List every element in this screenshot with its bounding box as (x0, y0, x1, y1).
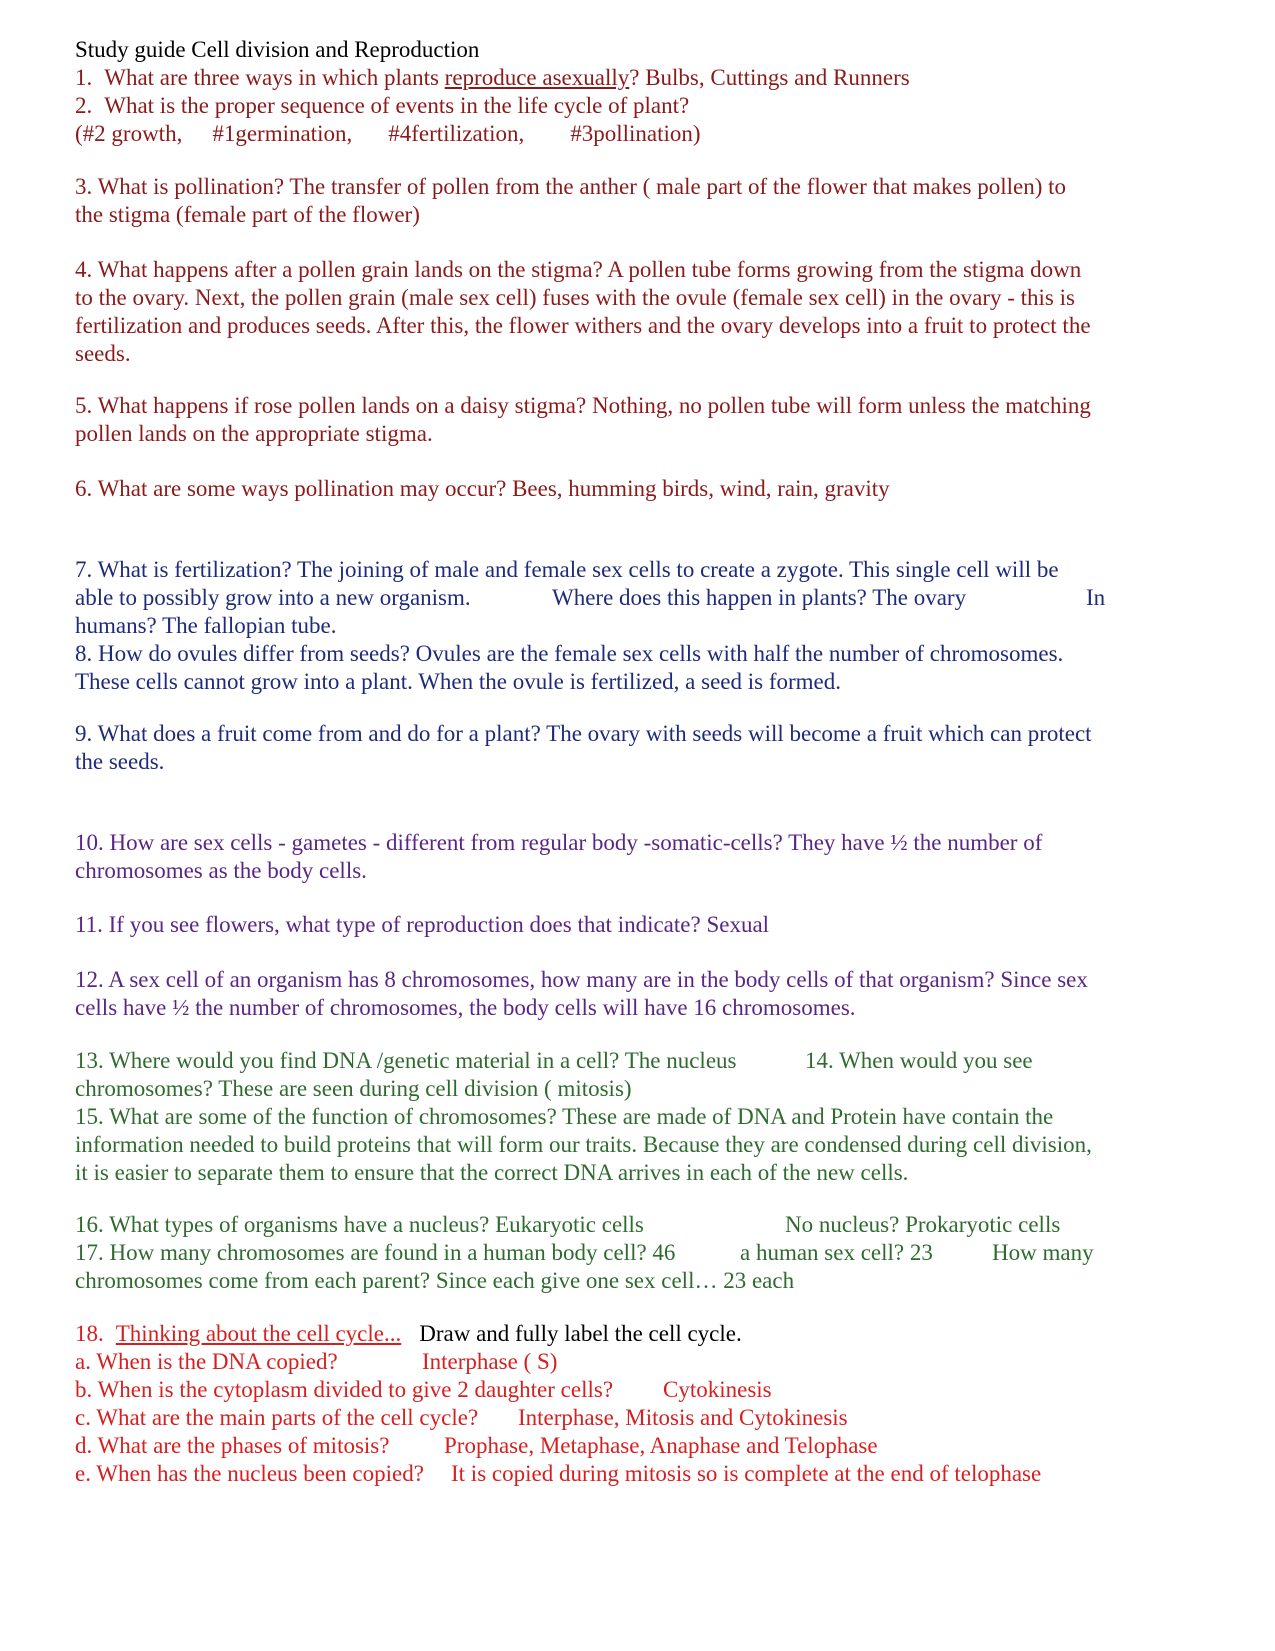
question-14: 14. When would you see (805, 1048, 1033, 1073)
question-1: 1. What are three ways in which plants reproduce asexually? Bulbs, Cuttings and Runners (75, 65, 910, 90)
question-16: 16. What types of organisms have a nucleus? Eukaryotic cells No nucleus? Prokaryotic cells (75, 1212, 1061, 1237)
question-18c: c. What are the main parts of the cell cycle? Interphase, Mitosis and Cytokinesis (75, 1405, 848, 1430)
question-15: 15. What are some of the function of chromosomes? These are made of DNA and Protein have contain the (75, 1104, 1054, 1129)
question-2-sequence: (#2 growth, #1germination, #4fertilization, #3pollination) (75, 121, 701, 146)
question-8: 8. How do ovules differ from seeds? Ovules are the female sex cells with half the number of chromosomes. (75, 641, 1064, 666)
question-13: 13. Where would you find DNA /genetic material in a cell? The nucleus 14. When would you see (75, 1048, 1033, 1073)
header-block (75, 36, 1205, 148)
page-title: Study guide Cell division and Reproduction (75, 37, 480, 62)
question-18a: a. When is the DNA copied? Interphase ( S) (75, 1349, 558, 1374)
question-9: 9. What does a fruit come from and do for a plant? The ovary with seeds will become a fruit which can protect the seeds. (75, 721, 1092, 774)
question-4: 4. What happens after a pollen grain lands on the stigma? A pollen tube forms growing from the stigma down to the ovary. Next, the pollen grain (male sex cell) fuses with the ovule (female sex cell) in the ovary - this is fertilization and produces seeds. After this, the flower withers and the ovary develops into a fruit to protect the seeds. (75, 257, 1091, 366)
questions-13-15: 13. Where would you find DNA /genetic material in a cell? The nucleus 14. When would you see chromosomes? These are seen during cell division ( mitosis) 15. What are some of the function of chromosomes? These are made of DNA and Protein have contain the information needed to build proteins that will form our traits. Because they are condensed during cell division, it is easier to separate them to ensure that the correct DNA arrives in each of the new cells. (75, 1047, 1205, 1187)
question-18e: e. When has the nucleus been copied? It is copied during mitosis so is complete at the end of telophase (75, 1461, 1042, 1486)
question-12: 12. A sex cell of an organism has 8 chromosomes, how many are in the body cells of that organism? Since sex cells have ½ the number of chromosomes, the body cells will have 16 chromosomes. (75, 967, 1088, 1020)
question-11: 11. If you see flowers, what type of reproduction does that indicate? Sexual (75, 912, 770, 937)
underlined-cell-cycle: Thinking about the cell cycle... (115, 1321, 402, 1346)
underlined-reproduce-asexually: reproduce asexually (444, 65, 630, 90)
question-18: 18. Thinking about the cell cycle... Draw and fully label the cell cycle. a. When is the DNA copied? Interphase ( S) b. When is the cytoplasm divided to give 2 daughter cells? Cytokinesis c. What are the main parts of the cell cycle? Interphase, Mitosis and Cytokinesis d. What are the phases of mitosis? Prophase, Metaphase, Anaphase and Telophase e. When has the nucleus been copied? It is copied during mitosis so is complete at the end of telophase (75, 1320, 1205, 1488)
question-17: 17. How many chromosomes are found in a human body cell? 46 a human sex cell? 23 How many (75, 1240, 1094, 1265)
question-7: 7. What is fertilization? The joining of male and female sex cells to create a zygote. This single cell will be able to possibly grow into a new organism. Where does this happen in plants? The ovary In humans? The fallopian tube. 8. How do ovules differ from seeds? Ovules are the female sex cells with half the number of chromosomes. These cells cannot grow into a plant. When the ovule is fertilized, a seed is formed. (75, 556, 1205, 696)
question-3: 3. What is pollination? The transfer of pollen from the anther ( male part of the flower that makes pollen) to the stigma (female part of the flower) (75, 174, 1067, 227)
question-5: 5. What happens if rose pollen lands on a daisy stigma? Nothing, no pollen tube will form unless the matching pollen lands on the appropriate stigma. (75, 393, 1091, 446)
question-18d: d. What are the phases of mitosis? Prophase, Metaphase, Anaphase and Telophase (75, 1433, 878, 1458)
question-18b: b. When is the cytoplasm divided to give 2 daughter cells? Cytokinesis (75, 1377, 772, 1402)
question-6: 6. What are some ways pollination may occur? Bees, humming birds, wind, rain, gravity (75, 476, 890, 501)
question-10: 10. How are sex cells - gametes - different from regular body -somatic-cells? They have ½ the number of chromosomes as the body cells. (75, 830, 1043, 883)
question-2: 2. What is the proper sequence of events in the life cycle of plant? (75, 93, 690, 118)
questions-16-17: 16. What types of organisms have a nucleus? Eukaryotic cells No nucleus? Prokaryotic cells 17. How many chromosomes are found in a human body cell? 46 a human sex cell? 23 How many chromosomes come from each parent? Since each give one sex cell… 23 each (75, 1211, 1205, 1295)
